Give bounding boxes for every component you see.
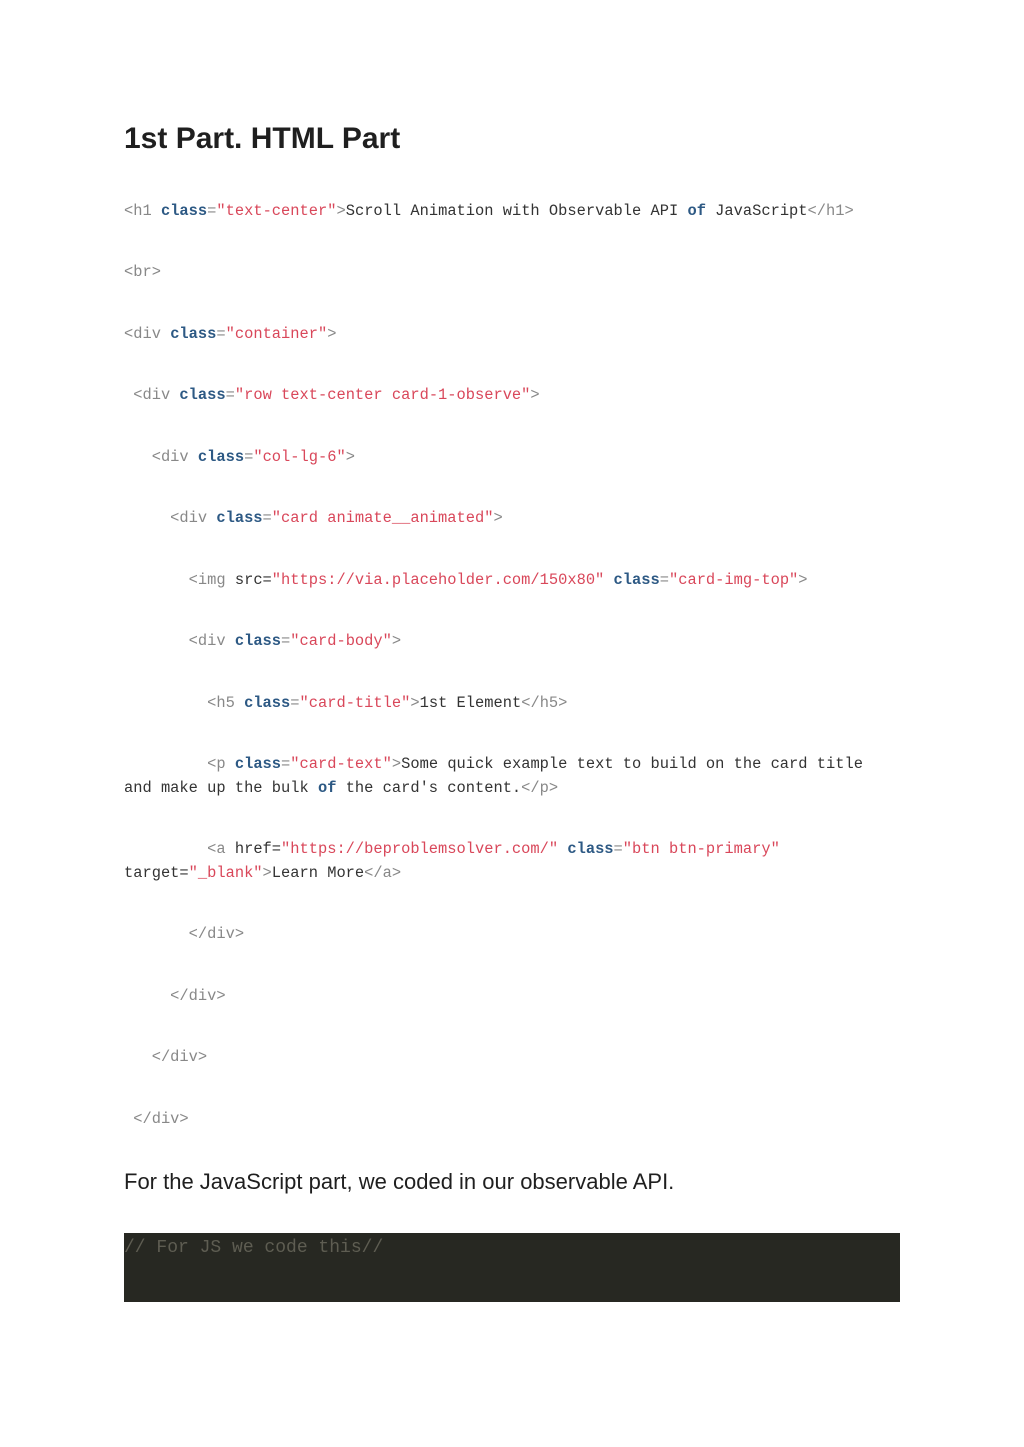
code-token: <div: [124, 386, 180, 404]
code-token: 1st Element: [419, 694, 522, 712]
code-token: <div: [124, 509, 217, 527]
code-token: <br>: [124, 263, 161, 281]
code-token: =: [225, 386, 235, 404]
code-line: [124, 506, 503, 530]
code-line: [124, 1045, 207, 1069]
code-token: "row text-center card-1-observe": [234, 386, 531, 404]
code-token: "card-body": [290, 632, 392, 650]
code-token: =: [281, 632, 291, 650]
code-line: [124, 837, 780, 861]
code-token: </div>: [124, 1110, 189, 1128]
code-token: <div: [124, 632, 235, 650]
code-line: [124, 629, 401, 653]
code-line: [124, 861, 401, 885]
code-token: target=: [124, 864, 189, 882]
code-token: class: [216, 509, 263, 527]
code-token: "_blank": [188, 864, 263, 882]
code-token: src=: [234, 571, 272, 589]
code-token: class: [170, 325, 217, 343]
code-token: <h5: [124, 694, 245, 712]
code-token: class: [234, 632, 282, 650]
code-token: class: [244, 694, 291, 712]
code-token: "text-center": [216, 202, 337, 220]
code-token: "card-text": [290, 755, 392, 773]
code-token: "https://via.placeholder.com/150x80": [271, 571, 605, 589]
code-token: href=: [234, 840, 282, 858]
code-token: JavaScript: [705, 202, 808, 220]
code-line: [124, 776, 558, 800]
code-token: </div>: [124, 987, 226, 1005]
js-code-comment: // For JS we code this//: [124, 1238, 384, 1258]
code-token: >: [530, 386, 540, 404]
code-token: <div: [124, 325, 171, 343]
code-token: </div>: [124, 925, 245, 943]
code-line: [124, 445, 355, 469]
code-token: class: [179, 386, 226, 404]
code-token: =: [659, 571, 669, 589]
code-token: [604, 571, 613, 589]
body-paragraph: For the JavaScript part, we coded in our observable API.: [124, 1169, 675, 1194]
code-token: <img: [124, 571, 235, 589]
code-line: [124, 691, 567, 715]
code-token: =: [281, 755, 291, 773]
code-token: </div>: [124, 1048, 208, 1066]
code-line: [124, 322, 336, 346]
code-token: =: [207, 202, 217, 220]
code-token: <p: [124, 755, 235, 773]
code-token: "col-lg-6": [253, 448, 346, 466]
code-token: "btn btn-primary": [622, 840, 780, 858]
code-line: [124, 383, 540, 407]
code-token: class: [160, 202, 208, 220]
code-token: "card-img-top": [668, 571, 799, 589]
code-token: </p>: [521, 779, 559, 797]
code-token: "container": [225, 325, 328, 343]
code-token: class: [234, 755, 282, 773]
code-token: <h1: [124, 202, 161, 220]
code-line: [124, 752, 863, 776]
code-token: <a: [124, 840, 235, 858]
code-token: class: [613, 571, 660, 589]
code-token: >: [410, 694, 420, 712]
code-token: <div: [124, 448, 198, 466]
code-token: "card animate__animated": [271, 509, 494, 527]
code-token: and make up the bulk: [124, 779, 318, 797]
js-code-block: [124, 1233, 900, 1302]
code-token: </a>: [364, 864, 402, 882]
code-token: class: [567, 840, 614, 858]
code-token: >: [345, 448, 355, 466]
code-token: >: [391, 632, 402, 650]
code-token: Some quick example text to build on the card title: [401, 755, 863, 773]
code-token: </h1>: [807, 202, 854, 220]
code-token: >: [262, 864, 272, 882]
code-token: =: [216, 325, 226, 343]
section-heading: 1st Part. HTML Part: [124, 122, 401, 155]
code-line: [124, 1107, 189, 1131]
code-token: =: [613, 840, 623, 858]
code-token: </h5>: [521, 694, 568, 712]
code-token: Learn More: [271, 864, 365, 882]
code-token: Scroll Animation with Observable API: [345, 202, 688, 220]
code-line: [124, 260, 161, 284]
code-token: of: [317, 779, 337, 797]
code-token: of: [687, 202, 706, 220]
code-token: the card's content.: [336, 779, 522, 797]
code-token: "card-title": [299, 694, 411, 712]
code-token: >: [336, 202, 346, 220]
code-token: >: [391, 755, 402, 773]
code-token: =: [262, 509, 272, 527]
code-token: [558, 840, 567, 858]
code-token: >: [798, 571, 808, 589]
code-line: [124, 568, 808, 592]
code-token: =: [244, 448, 254, 466]
code-token: >: [493, 509, 503, 527]
code-line: [124, 984, 226, 1008]
code-token: "https://beproblemsolver.com/": [281, 840, 559, 858]
code-line: [124, 922, 244, 946]
code-line: [124, 199, 854, 223]
code-token: class: [197, 448, 245, 466]
code-token: >: [327, 325, 337, 343]
code-token: =: [290, 694, 300, 712]
